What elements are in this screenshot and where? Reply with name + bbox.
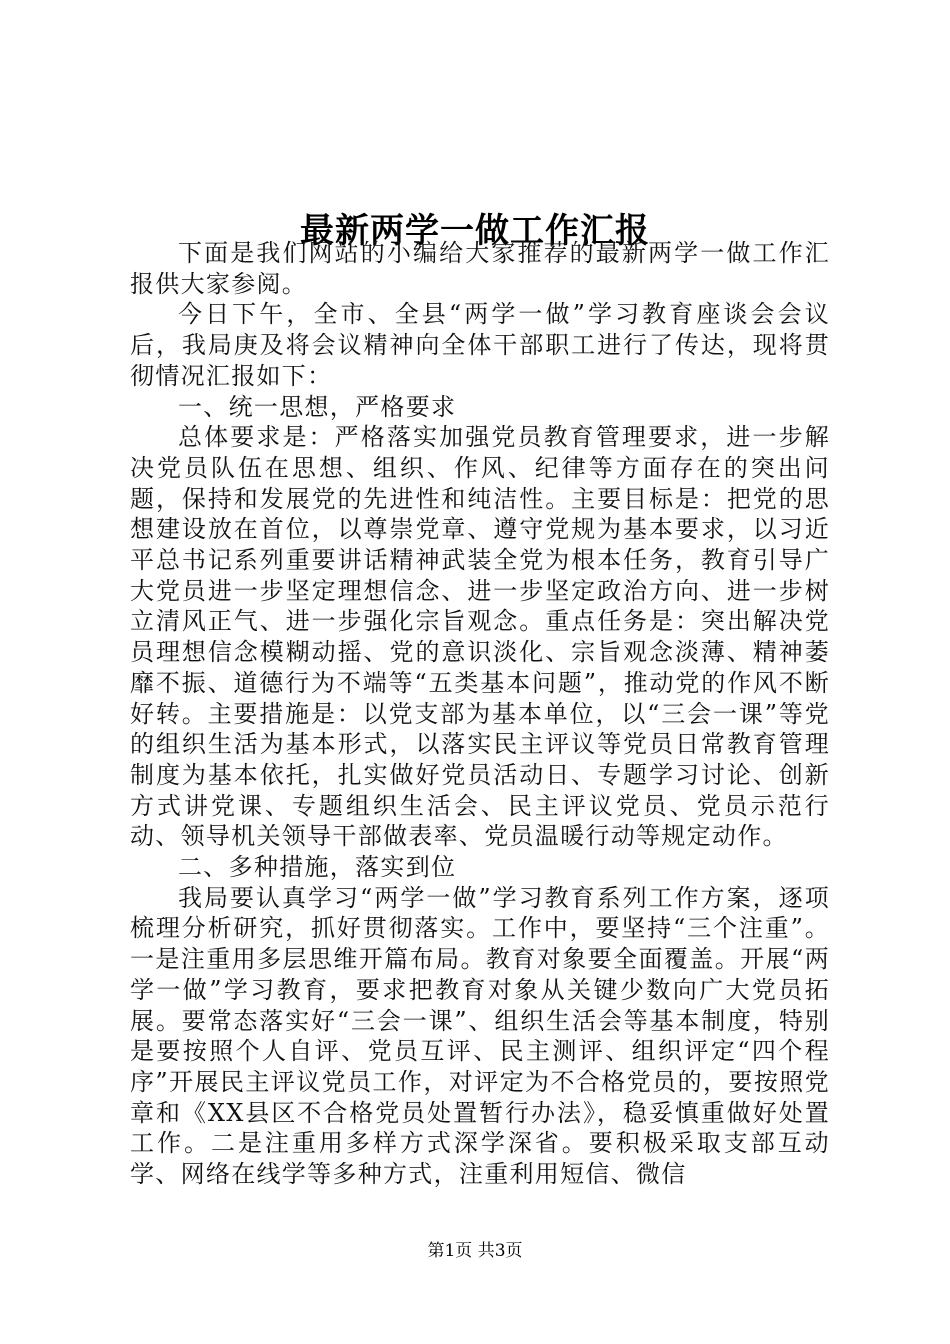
paragraph-measures: 我局要认真学习“两学一做”学习教育系列工作方案，逐项梳理分析研究，抓好贯彻落实。工作中，要坚持“三个注重”。一是注重用多层思维开篇布局。教育对象要全面覆盖。开展“两学一做”学习教育，要求把教育对象从关键少数向广大党员拓展。要常态落实好“三会一课”、组织生活会等基本制度，特别是要按照个人自评、党员互评、民主测评、组织评定“四个程序”开展民主评议党员工作，对评定为不合格党员的，要按照党章和《XX县区不合格党员处置暂行办法》，稳妥慎重做好处置工作。二是注重用多样方式深学深省。要积极采取支部互动学、网络在线学等多种方式，注重利用短信、微信 bbox=[130, 883, 830, 1189]
document-body bbox=[130, 238, 830, 1190]
page-title: 最新两学一做工作汇报 bbox=[300, 210, 650, 251]
section-heading-2: 二、多种措施，落实到位 bbox=[178, 853, 457, 882]
page-number-footer: 第1页 共3页 bbox=[427, 1241, 523, 1261]
paragraph-requirements: 总体要求是：严格落实加强党员教育管理要求，进一步解决党员队伍在思想、组织、作风、纪律等方面存在的突出问题，保持和发展党的先进性和纯洁性。主要目标是：把党的思想建设放在首位，以尊崇党章、遵守党规为基本要求，以习近平总书记系列重要讲话精神武装全党为根本任务，教育引导广大党员进一步坚定理想信念、进一步坚定政治方向、进一步树立清风正气、进一步强化宗旨观念。重点任务是：突出解决党员理想信念模糊动摇、党的意识淡化、宗旨观念淡薄、精神萎靡不振、道德行为不端等“五类基本问题”，推动党的作风不断好转。主要措施是：以党支部为基本单位，以“三会一课”等党的组织生活为基本形式，以落实民主评议等党员日常教育管理制度为基本依托，扎实做好党员活动日、专题学习讨论、创新方式讲党课、专题组织生活会、民主评议党员、党员示范行动、领导机关领导干部做表率、党员温暖行动等规定动作。 bbox=[130, 423, 830, 851]
paragraph-intro: 下面是我们网站的小编给大家推荐的最新两学一做工作汇报供大家参阅。 bbox=[130, 239, 830, 298]
paragraph-opening: 今日下午，全市、全县“两学一做”学习教育座谈会会议后，我局庚及将会议精神向全体干部职工进行了传达，现将贯彻情况汇报如下： bbox=[130, 300, 830, 390]
section-heading-1: 一、统一思想，严格要求 bbox=[178, 392, 457, 421]
